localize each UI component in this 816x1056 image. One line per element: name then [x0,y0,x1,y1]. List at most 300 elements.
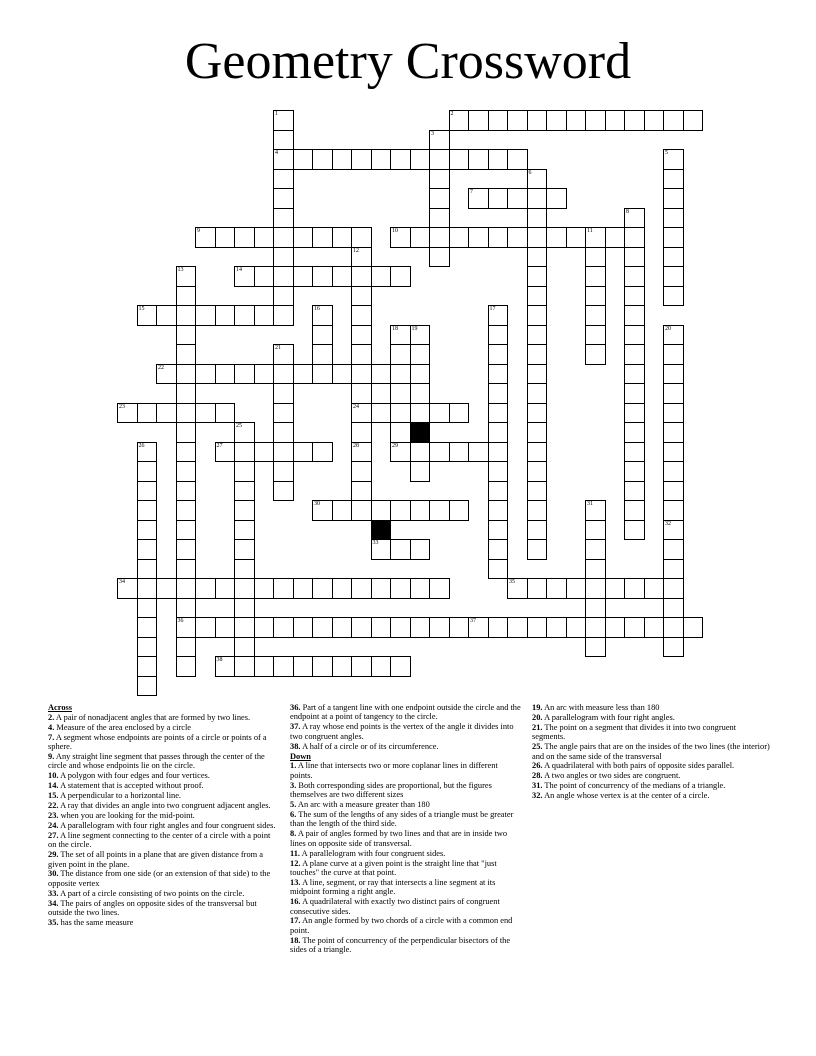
grid-cell[interactable] [410,227,431,248]
grid-cell[interactable] [273,364,294,385]
grid-cell[interactable] [176,656,197,677]
grid-cell[interactable] [390,149,411,170]
grid-cell[interactable] [468,110,489,131]
grid-cell[interactable] [488,422,509,443]
grid-cell[interactable] [644,578,665,599]
grid-cell[interactable] [176,305,197,326]
grid-cell[interactable] [390,325,411,346]
grid-cell[interactable] [312,364,333,385]
grid-cell[interactable] [546,188,567,209]
grid-cell[interactable] [527,227,548,248]
grid-cell[interactable] [663,500,684,521]
grid-cell[interactable] [312,325,333,346]
grid-cell[interactable] [449,149,470,170]
grid-cell[interactable] [488,383,509,404]
grid-cell[interactable] [605,110,626,131]
grid-cell[interactable] [429,442,450,463]
grid-cell[interactable] [546,617,567,638]
grid-cell[interactable] [546,578,567,599]
grid-cell[interactable] [390,403,411,424]
grid-cell[interactable] [624,364,645,385]
grid-cell[interactable] [215,617,236,638]
grid-cell[interactable] [137,656,158,677]
grid-cell[interactable] [663,578,684,599]
grid-cell[interactable] [273,344,294,365]
grid-cell[interactable] [683,617,704,638]
grid-cell[interactable] [351,461,372,482]
grid-cell[interactable] [234,637,255,658]
grid-cell[interactable] [293,266,314,287]
grid-cell[interactable] [176,403,197,424]
grid-cell[interactable] [624,422,645,443]
grid-cell[interactable] [351,403,372,424]
grid-cell[interactable] [312,266,333,287]
grid-cell[interactable] [137,500,158,521]
grid-cell[interactable] [663,227,684,248]
grid-cell[interactable] [624,247,645,268]
grid-cell[interactable] [390,617,411,638]
grid-cell[interactable] [137,442,158,463]
grid-cell[interactable] [176,559,197,580]
grid-cell[interactable] [390,344,411,365]
grid-cell[interactable] [390,578,411,599]
grid-cell[interactable] [195,227,216,248]
grid-cell[interactable] [293,617,314,638]
grid-cell[interactable] [234,422,255,443]
grid-cell[interactable] [351,344,372,365]
grid-cell[interactable] [156,403,177,424]
grid-cell[interactable] [527,247,548,268]
grid-cell[interactable] [663,598,684,619]
grid-cell[interactable] [234,500,255,521]
grid-cell[interactable] [468,227,489,248]
grid-cell[interactable] [527,481,548,502]
grid-cell[interactable] [176,598,197,619]
grid-cell[interactable] [312,442,333,463]
grid-cell[interactable] [273,656,294,677]
grid-cell[interactable] [351,422,372,443]
grid-cell[interactable] [410,578,431,599]
grid-cell[interactable] [254,442,275,463]
grid-cell[interactable] [215,578,236,599]
grid-cell[interactable] [215,442,236,463]
grid-cell[interactable] [312,500,333,521]
grid-cell[interactable] [390,442,411,463]
grid-cell[interactable] [176,520,197,541]
grid-cell[interactable] [507,227,528,248]
grid-cell[interactable] [429,403,450,424]
grid-cell[interactable] [624,617,645,638]
grid-cell[interactable] [429,247,450,268]
grid-cell[interactable] [371,500,392,521]
grid-cell[interactable] [566,578,587,599]
grid-cell[interactable] [215,305,236,326]
grid-cell[interactable] [410,149,431,170]
grid-cell[interactable] [624,266,645,287]
grid-cell[interactable] [585,520,606,541]
grid-cell[interactable] [215,403,236,424]
grid-cell[interactable] [293,578,314,599]
grid-cell[interactable] [176,344,197,365]
grid-cell[interactable] [624,208,645,229]
grid-cell[interactable] [234,598,255,619]
grid-cell[interactable] [156,364,177,385]
grid-cell[interactable] [273,266,294,287]
grid-cell[interactable] [488,617,509,638]
grid-cell[interactable] [527,617,548,638]
grid-cell[interactable] [332,500,353,521]
grid-cell[interactable] [624,500,645,521]
grid-cell[interactable] [488,149,509,170]
grid-cell[interactable] [312,617,333,638]
grid-cell[interactable] [585,266,606,287]
grid-cell[interactable] [410,617,431,638]
grid-cell[interactable] [429,578,450,599]
grid-cell[interactable] [429,188,450,209]
grid-cell[interactable] [390,656,411,677]
grid-cell[interactable] [234,539,255,560]
grid-cell[interactable] [293,656,314,677]
grid-cell[interactable] [585,637,606,658]
grid-cell[interactable] [663,110,684,131]
grid-cell[interactable] [137,559,158,580]
grid-cell[interactable] [527,364,548,385]
grid-cell[interactable] [410,442,431,463]
grid-cell[interactable] [273,403,294,424]
grid-cell[interactable] [663,637,684,658]
grid-cell[interactable] [663,520,684,541]
grid-cell[interactable] [644,110,665,131]
grid-cell[interactable] [624,442,645,463]
grid-cell[interactable] [176,500,197,521]
grid-cell[interactable] [468,188,489,209]
grid-cell[interactable] [624,520,645,541]
grid-cell[interactable] [585,325,606,346]
grid-cell[interactable] [273,461,294,482]
grid-cell[interactable] [488,500,509,521]
grid-cell[interactable] [332,656,353,677]
grid-cell[interactable] [488,110,509,131]
grid-cell[interactable] [351,383,372,404]
grid-cell[interactable] [624,286,645,307]
grid-cell[interactable] [663,286,684,307]
grid-cell[interactable] [254,656,275,677]
grid-cell[interactable] [683,110,704,131]
grid-cell[interactable] [176,442,197,463]
grid-cell[interactable] [527,383,548,404]
grid-cell[interactable] [273,578,294,599]
grid-cell[interactable] [117,403,138,424]
grid-cell[interactable] [488,325,509,346]
grid-cell[interactable] [273,208,294,229]
grid-cell[interactable] [663,188,684,209]
grid-cell[interactable] [663,247,684,268]
grid-cell[interactable] [273,169,294,190]
grid-cell[interactable] [176,383,197,404]
grid-cell[interactable] [527,208,548,229]
grid-cell[interactable] [176,539,197,560]
grid-cell[interactable] [624,383,645,404]
grid-cell[interactable] [410,383,431,404]
grid-cell[interactable] [371,364,392,385]
grid-cell[interactable] [624,403,645,424]
grid-cell[interactable] [156,578,177,599]
grid-cell[interactable] [624,578,645,599]
grid-cell[interactable] [663,364,684,385]
grid-cell[interactable] [488,344,509,365]
grid-cell[interactable] [488,442,509,463]
grid-cell[interactable] [566,227,587,248]
grid-cell[interactable] [585,344,606,365]
grid-cell[interactable] [254,305,275,326]
grid-cell[interactable] [605,578,626,599]
grid-cell[interactable] [410,539,431,560]
grid-cell[interactable] [273,422,294,443]
grid-cell[interactable] [566,617,587,638]
grid-cell[interactable] [390,422,411,443]
grid-cell[interactable] [234,559,255,580]
grid-cell[interactable] [351,442,372,463]
grid-cell[interactable] [527,403,548,424]
grid-cell[interactable] [195,305,216,326]
grid-cell[interactable] [429,169,450,190]
grid-cell[interactable] [585,559,606,580]
grid-cell[interactable] [273,383,294,404]
grid-cell[interactable] [390,227,411,248]
grid-cell[interactable] [176,286,197,307]
grid-cell[interactable] [176,266,197,287]
grid-cell[interactable] [351,364,372,385]
grid-cell[interactable] [234,364,255,385]
grid-cell[interactable] [351,500,372,521]
grid-cell[interactable] [371,149,392,170]
grid-cell[interactable] [254,266,275,287]
grid-cell[interactable] [117,578,138,599]
grid-cell[interactable] [410,500,431,521]
grid-cell[interactable] [507,149,528,170]
grid-cell[interactable] [468,617,489,638]
grid-cell[interactable] [273,442,294,463]
grid-cell[interactable] [371,578,392,599]
grid-cell[interactable] [507,188,528,209]
grid-cell[interactable] [390,383,411,404]
grid-cell[interactable] [488,305,509,326]
grid-cell[interactable] [312,344,333,365]
grid-cell[interactable] [663,403,684,424]
grid-cell[interactable] [527,578,548,599]
grid-cell[interactable] [663,208,684,229]
grid-cell[interactable] [663,461,684,482]
grid-cell[interactable] [332,149,353,170]
grid-cell[interactable] [351,266,372,287]
grid-cell[interactable] [254,617,275,638]
grid-cell[interactable] [312,227,333,248]
grid-cell[interactable] [390,539,411,560]
grid-cell[interactable] [332,227,353,248]
grid-cell[interactable] [507,617,528,638]
grid-cell[interactable] [234,266,255,287]
grid-cell[interactable] [234,520,255,541]
grid-cell[interactable] [137,520,158,541]
grid-cell[interactable] [351,617,372,638]
grid-cell[interactable] [488,403,509,424]
grid-cell[interactable] [273,481,294,502]
grid-cell[interactable] [663,617,684,638]
grid-cell[interactable] [156,305,177,326]
grid-cell[interactable] [663,266,684,287]
grid-cell[interactable] [410,403,431,424]
grid-cell[interactable] [215,227,236,248]
grid-cell[interactable] [176,578,197,599]
grid-cell[interactable] [527,520,548,541]
grid-cell[interactable] [195,578,216,599]
grid-cell[interactable] [507,578,528,599]
grid-cell[interactable] [663,422,684,443]
grid-cell[interactable] [624,305,645,326]
grid-cell[interactable] [663,481,684,502]
grid-cell[interactable] [527,344,548,365]
grid-cell[interactable] [488,520,509,541]
grid-cell[interactable] [137,461,158,482]
grid-cell[interactable] [293,442,314,463]
grid-cell[interactable] [624,344,645,365]
grid-cell[interactable] [663,325,684,346]
grid-cell[interactable] [351,247,372,268]
grid-cell[interactable] [449,403,470,424]
grid-cell[interactable] [488,539,509,560]
grid-cell[interactable] [351,656,372,677]
grid-cell[interactable] [234,305,255,326]
grid-cell[interactable] [527,500,548,521]
grid-cell[interactable] [176,617,197,638]
grid-cell[interactable] [624,227,645,248]
grid-cell[interactable] [273,617,294,638]
grid-cell[interactable] [663,169,684,190]
grid-cell[interactable] [195,403,216,424]
grid-cell[interactable] [234,227,255,248]
grid-cell[interactable] [624,461,645,482]
grid-cell[interactable] [176,325,197,346]
grid-cell[interactable] [663,344,684,365]
grid-cell[interactable] [390,500,411,521]
grid-cell[interactable] [312,149,333,170]
grid-cell[interactable] [429,500,450,521]
grid-cell[interactable] [429,208,450,229]
grid-cell[interactable] [234,481,255,502]
grid-cell[interactable] [488,461,509,482]
grid-cell[interactable] [273,227,294,248]
grid-cell[interactable] [234,656,255,677]
grid-cell[interactable] [488,559,509,580]
grid-cell[interactable] [312,305,333,326]
grid-cell[interactable] [488,481,509,502]
grid-cell[interactable] [527,539,548,560]
grid-cell[interactable] [273,130,294,151]
grid-cell[interactable] [332,266,353,287]
grid-cell[interactable] [137,305,158,326]
grid-cell[interactable] [410,344,431,365]
grid-cell[interactable] [585,598,606,619]
grid-cell[interactable] [663,442,684,463]
grid-cell[interactable] [585,286,606,307]
grid-cell[interactable] [488,364,509,385]
grid-cell[interactable] [429,227,450,248]
grid-cell[interactable] [410,364,431,385]
grid-cell[interactable] [254,578,275,599]
grid-cell[interactable] [585,578,606,599]
grid-cell[interactable] [293,149,314,170]
grid-cell[interactable] [176,481,197,502]
grid-cell[interactable] [663,149,684,170]
grid-cell[interactable] [468,149,489,170]
grid-cell[interactable] [137,637,158,658]
grid-cell[interactable] [351,227,372,248]
grid-cell[interactable] [195,617,216,638]
grid-cell[interactable] [273,305,294,326]
grid-cell[interactable] [234,578,255,599]
grid-cell[interactable] [449,227,470,248]
grid-cell[interactable] [527,188,548,209]
grid-cell[interactable] [215,364,236,385]
grid-cell[interactable] [137,676,158,697]
grid-cell[interactable] [488,227,509,248]
grid-cell[interactable] [468,442,489,463]
grid-cell[interactable] [488,188,509,209]
grid-cell[interactable] [176,461,197,482]
grid-cell[interactable] [137,578,158,599]
grid-cell[interactable] [351,286,372,307]
grid-cell[interactable] [449,617,470,638]
grid-cell[interactable] [312,578,333,599]
grid-cell[interactable] [585,617,606,638]
grid-cell[interactable] [176,422,197,443]
grid-cell[interactable] [663,559,684,580]
grid-cell[interactable] [449,110,470,131]
grid-cell[interactable] [176,364,197,385]
grid-cell[interactable] [624,325,645,346]
grid-cell[interactable] [273,149,294,170]
grid-cell[interactable] [137,598,158,619]
grid-cell[interactable] [527,422,548,443]
grid-cell[interactable] [351,578,372,599]
grid-cell[interactable] [527,169,548,190]
grid-cell[interactable] [429,149,450,170]
grid-cell[interactable] [429,130,450,151]
grid-cell[interactable] [234,617,255,638]
grid-cell[interactable] [273,286,294,307]
grid-cell[interactable] [273,110,294,131]
grid-cell[interactable] [585,247,606,268]
grid-cell[interactable] [195,364,216,385]
grid-cell[interactable] [527,305,548,326]
grid-cell[interactable] [390,266,411,287]
grid-cell[interactable] [585,500,606,521]
grid-cell[interactable] [624,110,645,131]
grid-cell[interactable] [332,617,353,638]
grid-cell[interactable] [371,266,392,287]
grid-cell[interactable] [449,442,470,463]
grid-cell[interactable] [546,227,567,248]
grid-cell[interactable] [507,110,528,131]
grid-cell[interactable] [234,442,255,463]
grid-cell[interactable] [273,188,294,209]
grid-cell[interactable] [176,637,197,658]
grid-cell[interactable] [332,364,353,385]
grid-cell[interactable] [137,617,158,638]
grid-cell[interactable] [605,227,626,248]
grid-cell[interactable] [585,110,606,131]
grid-cell[interactable] [332,578,353,599]
